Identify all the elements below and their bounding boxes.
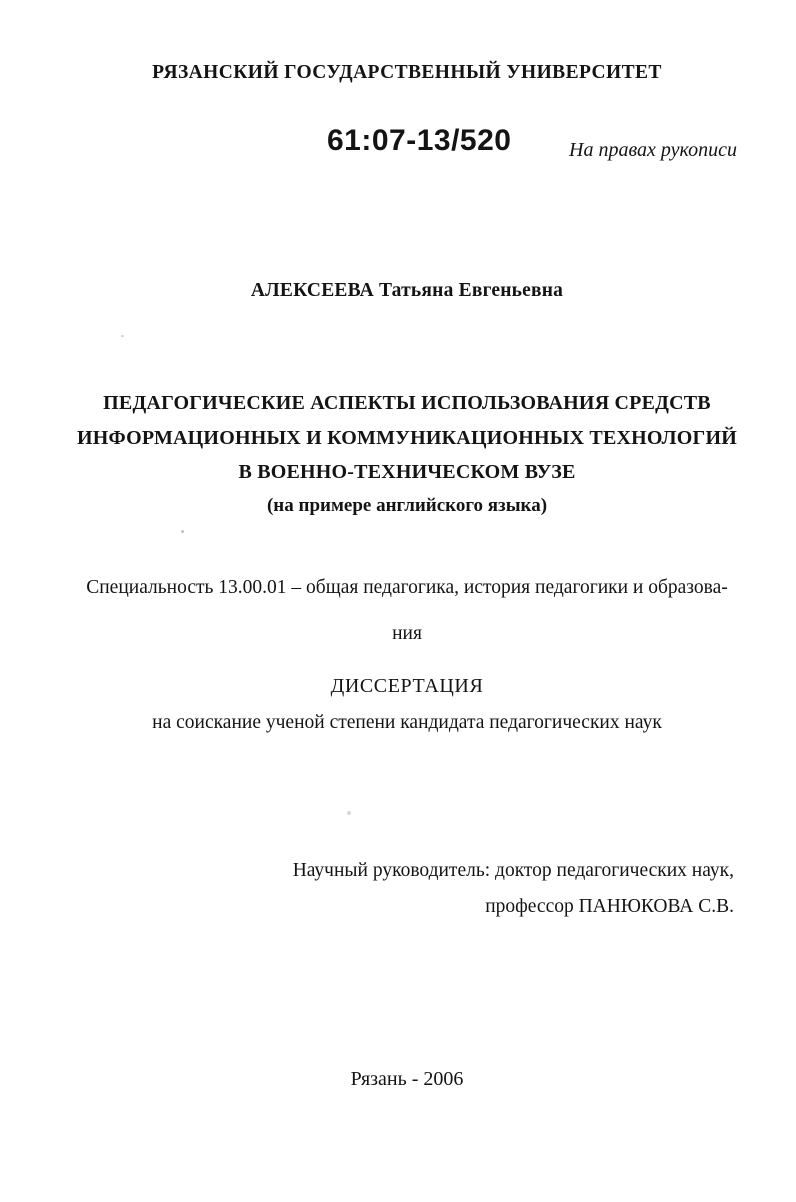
- university-name: РЯЗАНСКИЙ ГОСУДАРСТВЕННЫЙ УНИВЕРСИТЕТ: [152, 62, 662, 83]
- speciality: [0, 565, 796, 657]
- supervisor: [293, 853, 734, 925]
- title-line-3: В ВОЕННО-ТЕХНИЧЕСКОМ ВУЗЕ: [238, 461, 576, 483]
- dissertation-title: [0, 386, 796, 490]
- speciality-line-2: ния: [392, 623, 422, 644]
- title-line-1: ПЕДАГОГИЧЕСКИЕ АСПЕКТЫ ИСПОЛЬЗОВАНИЯ СРЕДСТВ: [103, 392, 711, 414]
- dissertation-label: ДИССЕРТАЦИЯ: [330, 675, 484, 697]
- scan-speck: [181, 530, 184, 533]
- supervisor-line-2: профессор ПАНЮКОВА С.В.: [485, 896, 734, 917]
- scan-speck: [121, 335, 124, 337]
- city-year: Рязань - 2006: [350, 1068, 464, 1090]
- author-name: АЛЕКСЕЕВА Татьяна Евгеньевна: [250, 280, 564, 301]
- title-line-2: ИНФОРМАЦИОННЫХ И КОММУНИКАЦИОННЫХ ТЕХНОЛОГИЙ: [77, 426, 737, 449]
- catalog-number: 61:07-13/520: [327, 124, 512, 157]
- speciality-line-1: Специальность 13.00.01 – общая педагогика, история педагогики и образова-: [86, 577, 728, 598]
- degree-line: на соискание ученой степени кандидата педагогических наук: [152, 712, 662, 733]
- title-subtitle: (на примере английского языка): [266, 495, 548, 516]
- scan-speck: [347, 811, 351, 815]
- supervisor-line-1: Научный руководитель: доктор педагогических наук,: [292, 860, 734, 881]
- manuscript-rights-note: На правах рукописи: [569, 139, 737, 161]
